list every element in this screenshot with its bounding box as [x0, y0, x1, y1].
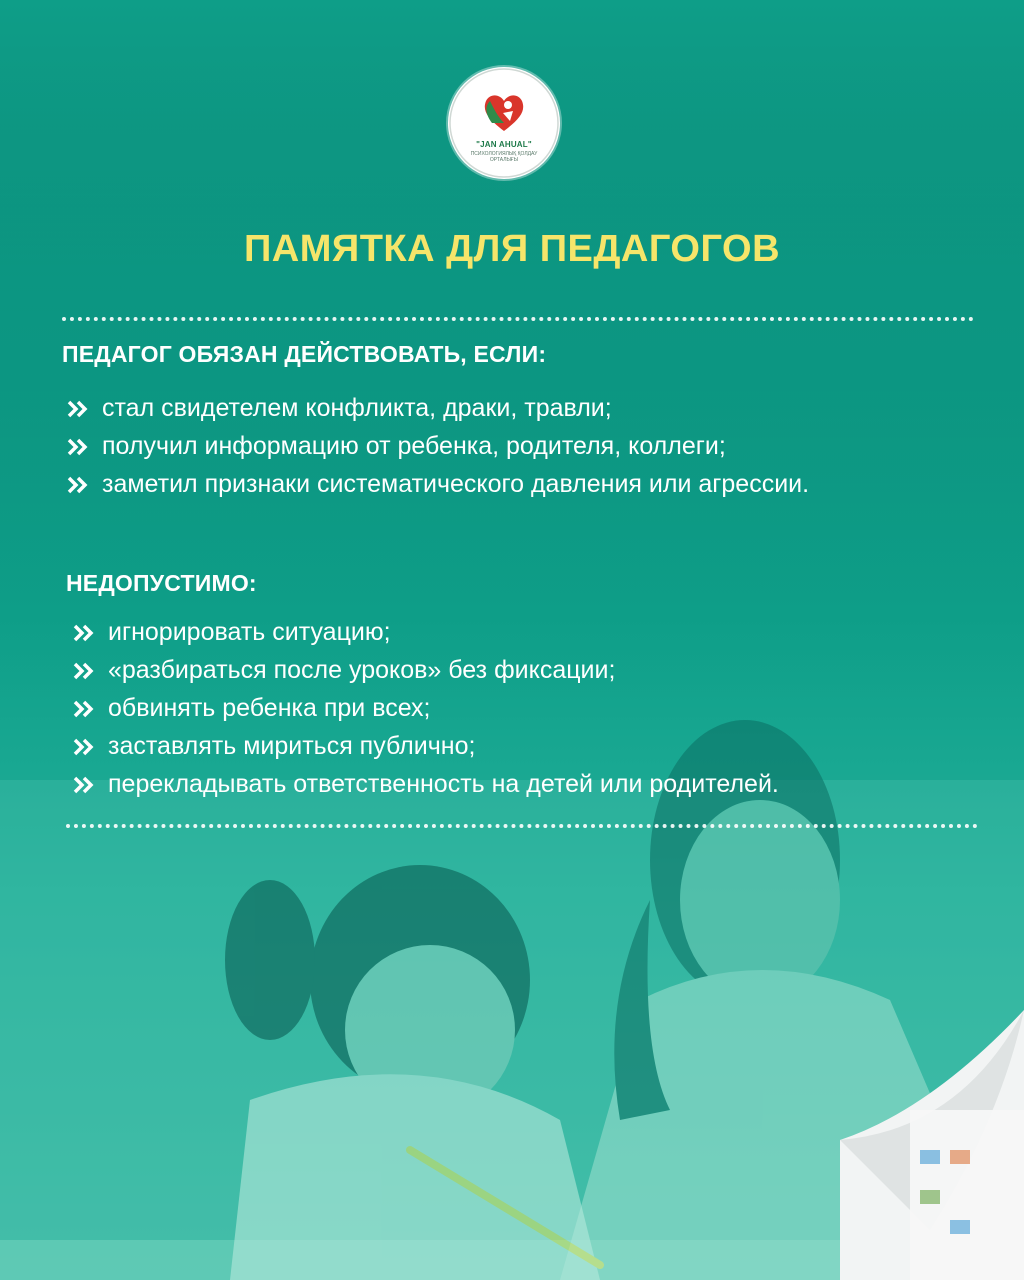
double-chevron-right-icon: [66, 399, 90, 419]
list-item: [72, 765, 1002, 803]
double-chevron-right-icon: [72, 737, 96, 757]
double-chevron-right-icon: [66, 437, 90, 457]
double-chevron-right-icon: [72, 661, 96, 681]
section2-list: [72, 613, 1002, 803]
double-chevron-right-icon: [72, 623, 96, 643]
list-item-text: заметил признаки систематического давления или агрессии.: [102, 470, 810, 498]
list-item: [72, 651, 1002, 689]
double-chevron-right-icon: [66, 475, 90, 495]
page-title: ПАМЯТКА ДЛЯ ПЕДАГОГОВ: [243, 228, 781, 270]
logo-subtitle: ПСИХОЛОГИЯЛЫҚ ҚОЛДАУ ОРТАЛЫҒЫ: [470, 151, 538, 163]
list-item-text: заставлять мириться публично;: [108, 732, 476, 760]
list-item: [72, 727, 1002, 765]
section2-heading: НЕДОПУСТИМО:: [66, 570, 257, 596]
dotted-divider-top: [62, 317, 974, 321]
dotted-divider-bottom: [66, 824, 978, 828]
list-item-text: стал свидетелем конфликта, драки, травли;: [102, 394, 612, 422]
section1-list: [66, 389, 966, 503]
list-item: [72, 613, 1002, 651]
double-chevron-right-icon: [72, 775, 96, 795]
section1-heading: ПЕДАГОГ ОБЯЗАН ДЕЙСТВОВАТЬ, ЕСЛИ:: [62, 341, 547, 367]
list-item-text: получил информацию от ребенка, родителя, коллеги;: [102, 432, 726, 460]
list-item: [72, 689, 1002, 727]
logo: [448, 67, 560, 179]
double-chevron-right-icon: [72, 699, 96, 719]
logo-name: "JAN AHUAL": [476, 140, 532, 149]
list-item-text: перекладывать ответственность на детей или родителей.: [108, 770, 779, 798]
list-item: [66, 427, 966, 465]
list-item-text: «разбираться после уроков» без фиксации;: [108, 656, 616, 684]
list-item-text: игнорировать ситуацию;: [108, 618, 391, 646]
list-item: [66, 465, 922, 503]
list-item-text: обвинять ребенка при всех;: [108, 694, 431, 722]
list-item: [66, 389, 966, 427]
